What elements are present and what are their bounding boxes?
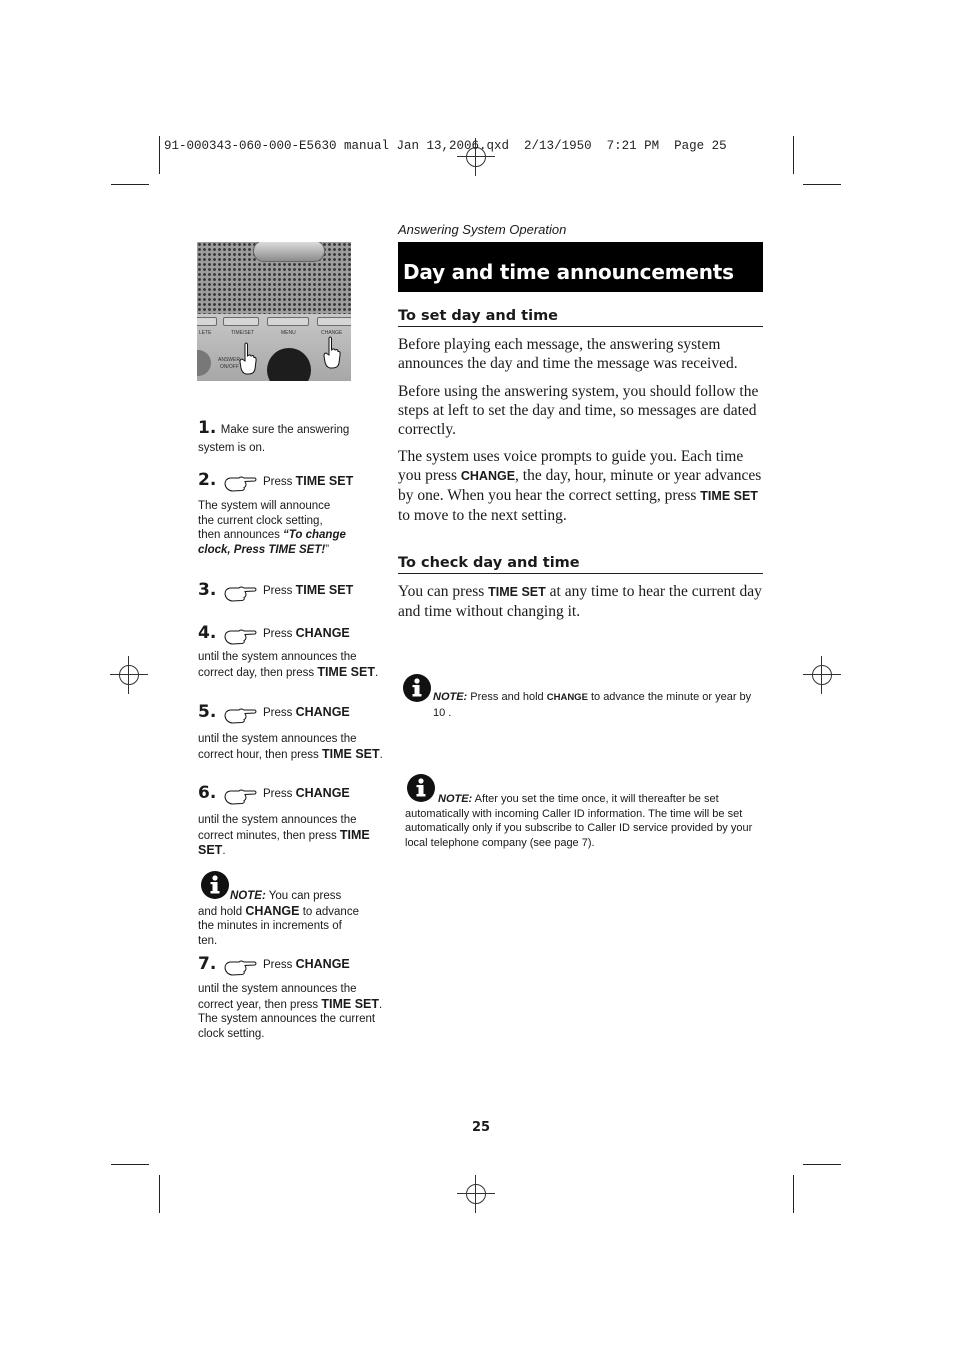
key-change: CHANGE (295, 786, 350, 800)
section-heading-set: To set day and time (398, 308, 763, 327)
text: to advance the minute or year by 10 . (433, 691, 752, 719)
text: Press and hold (467, 691, 547, 703)
text: Press (263, 476, 296, 488)
device-label: ON/OFF (220, 364, 239, 370)
pointing-hand-icon (224, 628, 258, 646)
text: Press (263, 959, 296, 971)
pointing-hand-icon (224, 788, 258, 806)
text: until the system announces the correct minutes, then press (198, 814, 357, 842)
step-1 (198, 418, 358, 456)
step-text: Make sure the answering system is on. (198, 424, 350, 454)
text: Press (263, 788, 296, 800)
text: Press (263, 628, 296, 640)
pointing-hand-icon (323, 336, 341, 370)
text: to move to the next setting. (398, 507, 567, 524)
crop-mark (793, 1175, 794, 1213)
key-time-set: TIME SET (700, 489, 758, 503)
step-5-description (198, 732, 383, 762)
step-7-press (263, 957, 350, 973)
brand-badge (253, 242, 325, 262)
crop-mark (803, 1164, 841, 1165)
step-number: 1. (198, 418, 217, 438)
registration-mark (457, 1175, 495, 1213)
answering-machine-illustration (197, 242, 351, 381)
pointing-hand-icon (224, 585, 258, 603)
text: . (379, 748, 383, 761)
key-change: CHANGE (295, 626, 350, 640)
device-label: CHANGE (321, 330, 343, 336)
info-icon (402, 673, 432, 703)
crop-mark (111, 184, 149, 185)
note-hold-change (198, 889, 362, 948)
key-change: CHANGE (460, 469, 516, 483)
pointing-hand-icon (239, 342, 257, 376)
note-label: NOTE: (230, 890, 266, 902)
key-change: CHANGE (295, 957, 350, 971)
key-change: CHANGE (245, 903, 300, 918)
running-head: Answering System Operation (398, 222, 567, 237)
step-number: 2. (198, 470, 217, 490)
device-label: TIME/SET (231, 330, 255, 336)
text: , the day, hour, minute or year advances by one. When you hear the correct setting, press (398, 467, 762, 504)
text: You can press (398, 583, 489, 600)
note-label: NOTE: (438, 793, 473, 805)
set-paragraph-1: Before playing each message, the answering system announces the day and time the message was received. (398, 336, 738, 372)
text: After you set the time once, it will thereafter be set automatically with incoming Caller ID information. The time will be set automatically only if you subscribe to Caller ID service provided by your local telephone company (see page 7). (405, 793, 753, 849)
step-number: 3. (198, 580, 217, 600)
step-4-press (263, 626, 350, 642)
note-caller-id (405, 792, 763, 850)
note-advance (433, 690, 763, 720)
text: until the system announces the correct day, then press (198, 651, 357, 679)
control-panel (197, 314, 351, 381)
set-paragraph-3 (398, 447, 766, 525)
step-number: 7. (198, 954, 217, 974)
step-4-description (198, 650, 383, 680)
crop-mark (793, 136, 794, 174)
key-time-set: TIME SET (295, 474, 354, 488)
key-time-set: TIME SET (198, 827, 370, 857)
text: . (222, 845, 226, 857)
step-2-press (263, 474, 353, 490)
device-label: MENU (281, 330, 296, 336)
step-3-press (263, 583, 353, 599)
text: . (374, 666, 379, 679)
crop-mark (111, 1164, 149, 1165)
key-time-set: TIME SET (295, 583, 354, 597)
step-number: 5. (198, 702, 217, 722)
crop-mark (159, 1175, 160, 1213)
step-7-description (198, 982, 383, 1041)
text: The system uses voice prompts to guide you. Each time you press (398, 448, 744, 484)
step-6-description (198, 813, 370, 859)
quoted-prompt: “To change clock, Press TIME SET! (198, 529, 346, 556)
set-paragraph-2: Before using the answering system, you should follow the steps at left to set the day and time, so messages are dated correctly. (398, 383, 759, 438)
print-slug: 91-000343-060-000-E5630 manual Jan 13,2006.qxd 2/13/1950 7:21 PM Page 25 (164, 139, 727, 153)
step-6-press (263, 786, 350, 802)
text: ” (325, 543, 330, 556)
title-bar (398, 242, 763, 292)
device-label: ANSWER (218, 357, 240, 363)
key-change: CHANGE (295, 705, 350, 719)
crop-mark (159, 136, 160, 174)
key-time-set: TIME SET (317, 664, 375, 679)
key-time-set: TIME SET (321, 996, 380, 1011)
key-time-set: TIME SET (322, 746, 380, 761)
note-label: NOTE: (433, 691, 468, 703)
registration-mark (110, 656, 148, 694)
text: at any time to hear the current day and time without changing it. (398, 583, 762, 620)
text: to advance the minutes in increments of ten. (198, 905, 359, 947)
page-title: Day and time announcements (403, 260, 734, 284)
key-change: CHANGE (546, 692, 588, 703)
text: Press (263, 585, 296, 597)
section-heading-check: To check day and time (398, 555, 763, 574)
crop-mark (803, 184, 841, 185)
check-paragraph (398, 582, 766, 621)
page-number: 25 (472, 1120, 491, 1135)
text: You can press and hold (198, 890, 342, 918)
key-time-set: TIME SET (488, 585, 546, 599)
text: until the system announces the correct year, then press (198, 983, 357, 1011)
device-label: LETE (199, 330, 212, 336)
pointing-hand-icon (224, 707, 258, 725)
registration-mark (803, 656, 841, 694)
step-2-description (198, 499, 348, 557)
text: The system will announce the current clock setting, then announces (198, 500, 331, 541)
step-5-press (263, 705, 350, 721)
pointing-hand-icon (224, 959, 258, 977)
pointing-hand-icon (224, 475, 258, 493)
text: until the system announces the correct hour, then press (198, 733, 357, 761)
step-number: 4. (198, 623, 217, 643)
text: Press (263, 707, 296, 719)
text: . The system announces the current clock setting. (198, 998, 383, 1040)
step-number: 6. (198, 783, 217, 803)
